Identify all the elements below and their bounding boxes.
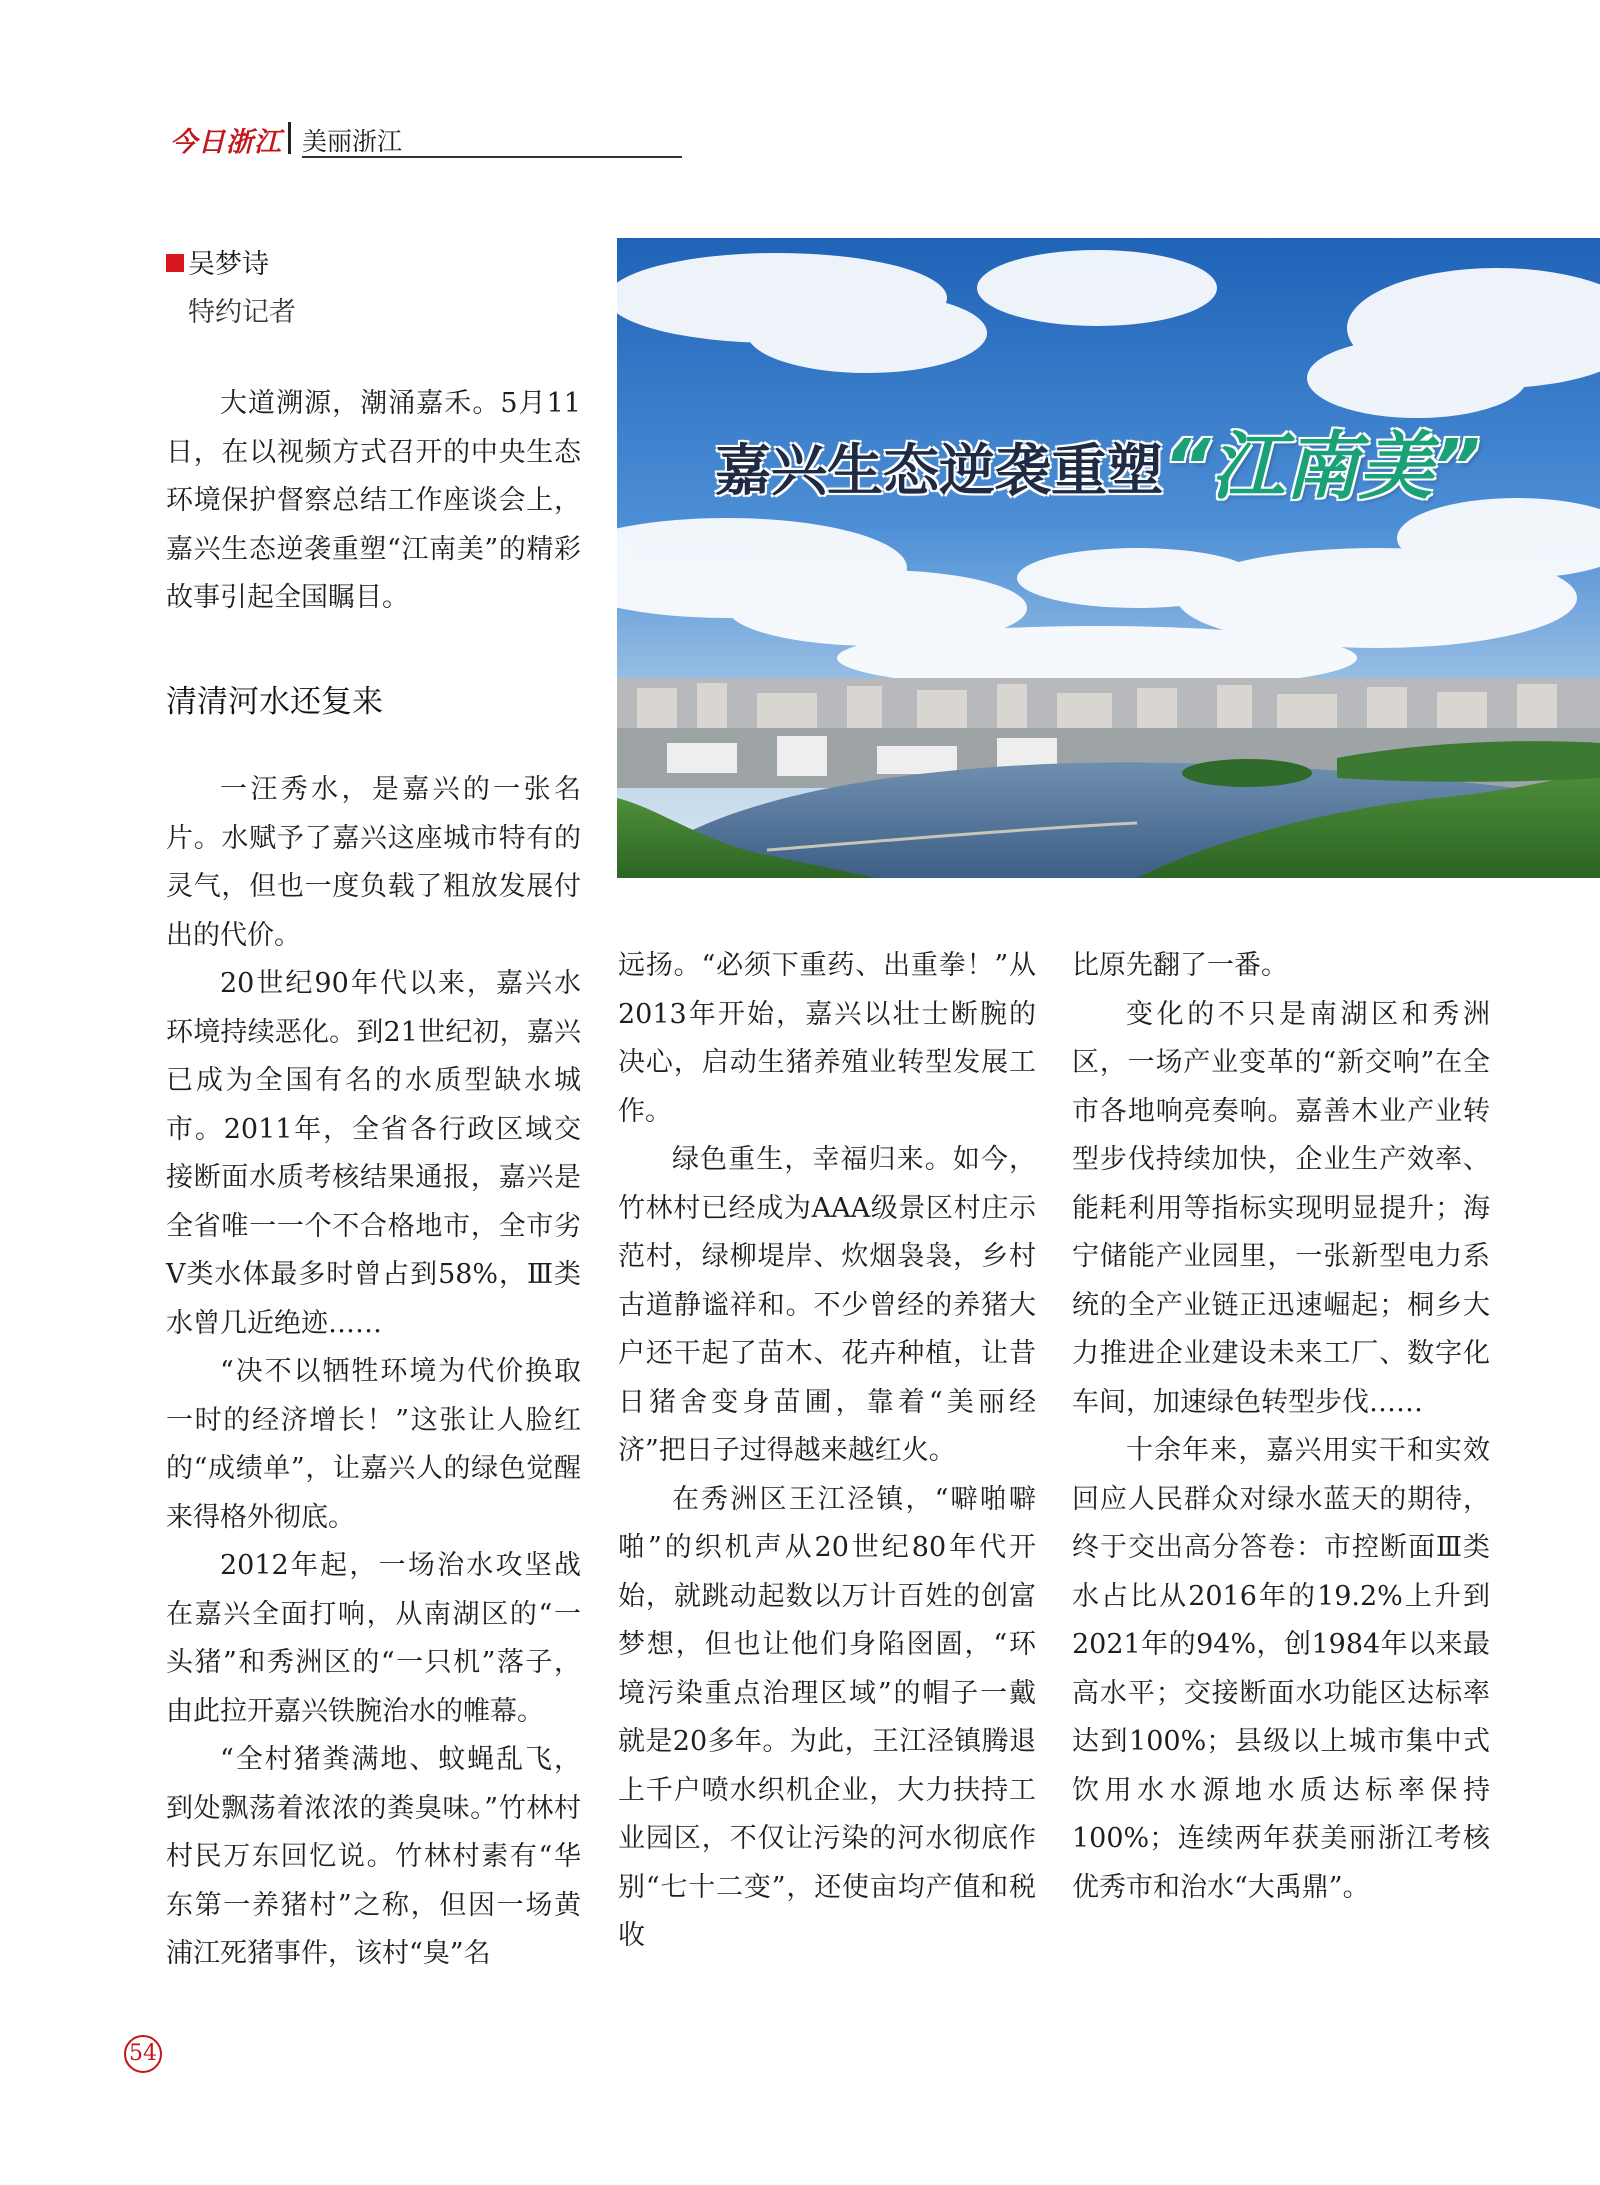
page-number: 54 — [124, 2035, 162, 2073]
article-title-main: 嘉兴生态逆袭重塑 — [715, 439, 1163, 504]
lake-city-landscape — [617, 238, 1600, 878]
section-name: 美丽浙江 — [302, 127, 403, 156]
paragraph: 20世纪90年代以来，嘉兴水环境持续恶化。到21世纪初，嘉兴已成为全国有名的水质型缺水城市。2011年，全省各行政区域交接断面水质考核结果通报，嘉兴是全省唯一一个不合格地市，全市劣Ⅴ类水体最多时曾占到58%，Ⅲ类水曾几近绝迹…… — [166, 968, 581, 1339]
page-header — [170, 118, 510, 158]
author-name: 吴梦诗 — [188, 249, 269, 280]
byline — [166, 242, 269, 281]
article-title-accent: “江南美” — [1163, 424, 1481, 510]
paragraph: 在秀洲区王江泾镇，“噼啪噼啪”的织机声从20世纪80年代开始，就跳动起数以万计百姓的创富梦想，但也让他们身陷囹圄，“环境污染重点治理区域”的帽子一戴就是20多年。为此，王江泾镇腾退上千户喷水织机企业，大力扶持工业园区，不仅让污染的河水彻底作别“七十二变”，还使亩均产值和税收 — [618, 1483, 1036, 1951]
intro-text: 大道溯源，潮涌嘉禾。5月11日，在以视频方式召开的中央生态环境保护督察总结工作座谈会上，嘉兴生态逆袭重塑“江南美”的精彩故事引起全国瞩目。 — [166, 388, 581, 613]
column-3 — [1072, 942, 1490, 1912]
author-role: 特约记者 — [188, 297, 296, 328]
paragraph: 十余年来，嘉兴用实干和实效回应人民群众对绿水蓝天的期待，终于交出高分答卷：市控断面Ⅲ类水占比从2016年的19.2%上升到2021年的94%，创1984年以来最高水平；交接断面水功能区达标率达到100%；县级以上城市集中式饮用水水源地水质达标率保持100%；连续两年获美丽浙江考核优秀市和治水“大禹鼎”。 — [1072, 1435, 1490, 1903]
paragraph-continued: 远扬。“必须下重药、出重拳！”从2013年开始，嘉兴以壮士断腕的决心，启动生猪养殖业转型发展工作。 — [618, 950, 1036, 1127]
header-rule — [302, 156, 682, 158]
header-divider — [288, 122, 291, 154]
paragraph: 2012年起，一场治水攻坚战在嘉兴全面打响，从南湖区的“一头猪”和秀洲区的“一只机”落子，由此拉开嘉兴铁腕治水的帷幕。 — [166, 1550, 581, 1727]
article-title — [715, 408, 1480, 514]
magazine-logo: 今日浙江 — [170, 127, 282, 158]
intro-paragraph — [166, 380, 581, 623]
paragraph: 一汪秀水，是嘉兴的一张名片。水赋予了嘉兴这座城市特有的灵气，但也一度负载了粗放发展付出的代价。 — [166, 774, 581, 951]
hero-photo — [617, 238, 1600, 878]
paragraph: 绿色重生，幸福归来。如今，竹林村已经成为AAA级景区村庄示范村，绿柳堤岸、炊烟袅袅，乡村古道静谧祥和。不少曾经的养猪大户还干起了苗木、花卉种植，让昔日猪舍变身苗圃，靠着“美丽经济”把日子过得越来越红火。 — [618, 1144, 1036, 1466]
paragraph: “全村猪粪满地、蚊蝇乱飞，到处飘荡着浓浓的粪臭味。”竹林村村民万东回忆说。竹林村素有“华东第一养猪村”之称，但因一场黄浦江死猪事件，该村“臭”名 — [166, 1744, 581, 1969]
paragraph: “决不以牺牲环境为代价换取一时的经济增长！”这张让人脸红的“成绩单”，让嘉兴人的绿色觉醒来得格外彻底。 — [166, 1356, 581, 1533]
paragraph: 变化的不只是南湖区和秀洲区，一场产业变革的“新交响”在全市各地响亮奏响。嘉善木业产业转型步伐持续加快，企业生产效率、能耗利用等指标实现明显提升；海宁储能产业园里，一张新型电力系统的全产业链正迅速崛起；桐乡大力推进企业建设未来工厂、数字化车间，加速绿色转型步伐…… — [1072, 998, 1490, 1418]
column-2 — [618, 942, 1036, 1961]
paragraph-continued: 比原先翻了一番。 — [1072, 950, 1288, 981]
byline-square-icon — [166, 254, 184, 272]
column-1 — [166, 766, 581, 1979]
section-subhead: 清清河水还复来 — [166, 684, 383, 720]
